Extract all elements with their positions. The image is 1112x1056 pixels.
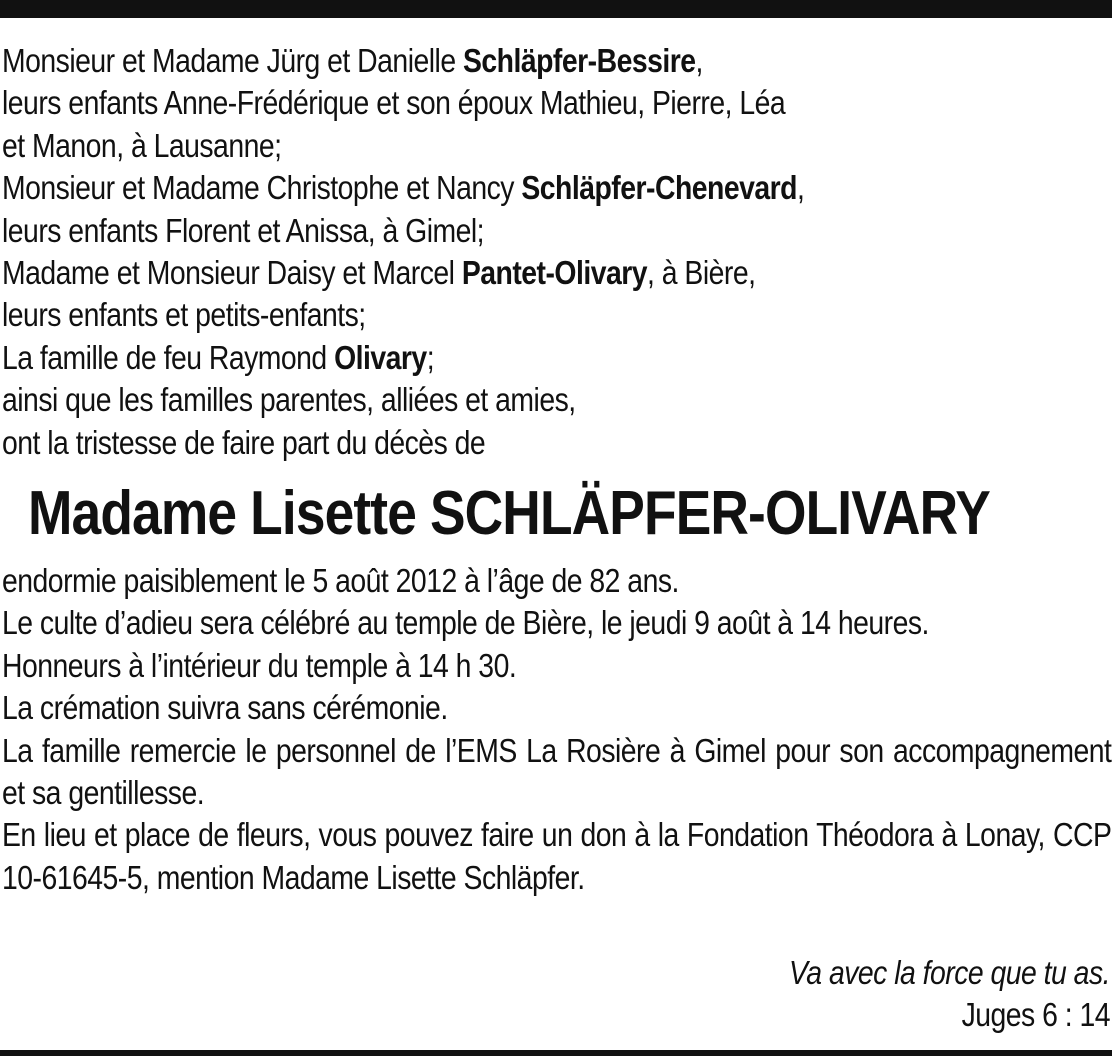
announcement-details xyxy=(2,560,1111,899)
detail-paragraph: Le culte d’adieu sera célébré au temple de Bière, le jeudi 9 août à 14 heures. xyxy=(2,604,929,642)
family-line: ainsi que les familles parentes, alliées et amies, xyxy=(2,381,576,419)
epigraph-reference: Juges 6 : 14 xyxy=(961,996,1110,1034)
family-line: leurs enfants et petits-enfants; xyxy=(2,296,366,334)
family-line: La famille de feu Raymond Olivary; xyxy=(2,338,435,376)
family-line: Monsieur et Madame Jürg et Danielle Schläpfer-Bessire, xyxy=(2,42,703,79)
top-rule xyxy=(0,0,1112,18)
family-line: et Manon, à Lausanne; xyxy=(2,126,282,164)
epigraph-quote: Va avec la force que tu as. xyxy=(788,954,1110,991)
epigraph xyxy=(594,952,1110,1037)
bottom-rule xyxy=(0,1050,1112,1056)
detail-paragraph: La famille remercie le personnel de l’EMS La Rosière à Gimel pour son accompagnement et sa gentillesse. xyxy=(2,731,1112,812)
family-line: leurs enfants Anne-Frédérique et son époux Mathieu, Pierre, Léa xyxy=(2,84,786,122)
detail-paragraph: En lieu et place de fleurs, vous pouvez faire un don à la Fondation Théodora à Lonay, CCP 10-61645-5, mention Madame Lisette Schläpfer. xyxy=(2,816,1112,896)
family-line: Madame et Monsieur Daisy et Marcel Pantet-Olivary, à Bière, xyxy=(2,254,756,292)
family-line: Monsieur et Madame Christophe et Nancy Schläpfer-Chenevard, xyxy=(2,169,805,207)
deceased-name: Madame Lisette SCHLÄPFER-OLIVARY xyxy=(28,479,991,548)
family-list xyxy=(2,40,955,464)
family-line: leurs enfants Florent et Anissa, à Gimel; xyxy=(2,211,485,249)
detail-paragraph: Honneurs à l’intérieur du temple à 14 h 30. xyxy=(2,646,517,684)
detail-paragraph: endormie paisiblement le 5 août 2012 à l’âge de 82 ans. xyxy=(2,562,679,599)
detail-paragraph: La crémation suivra sans cérémonie. xyxy=(2,689,448,727)
family-line: ont la tristesse de faire part du décès de xyxy=(2,423,486,461)
